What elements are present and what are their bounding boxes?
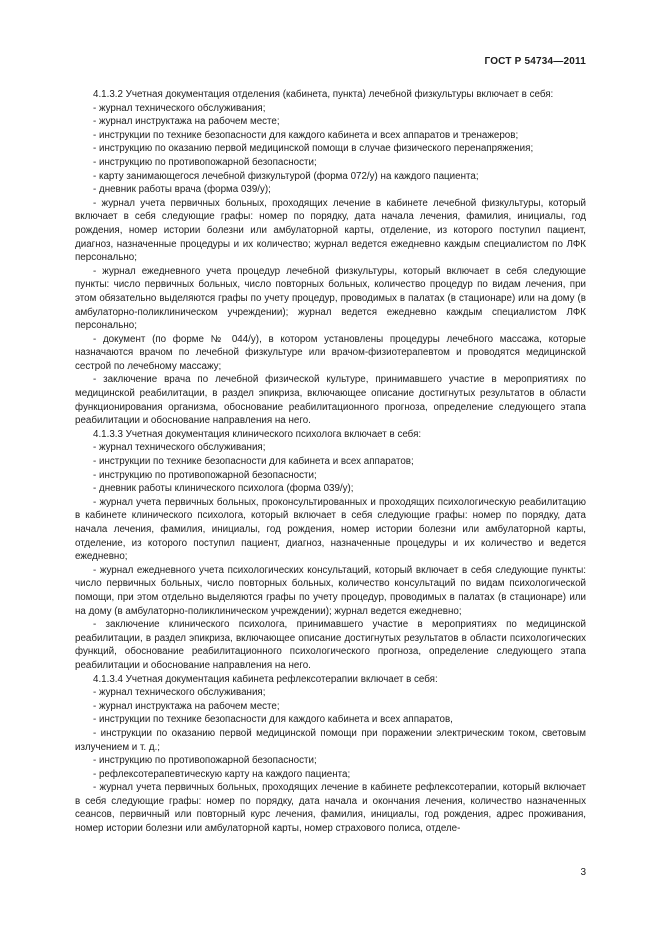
page-number: 3 [580, 867, 586, 878]
paragraph: - журнал учета первичных больных, проходящих лечение в кабинете рефлексотерапии, который включает в себя следующие графы: номер по порядку, дата начала и окончания лечения, количество назначенных сеансов, первичный или повторный курс лечения, фамилия, инициалы, год рождения, адрес проживания, номер истории болезни или амбулаторной карты, номер страхового полиса, отделе- [75, 782, 586, 835]
paragraph: - журнал инструктажа на рабочем месте; [93, 700, 280, 712]
document-header [75, 56, 586, 67]
paragraph: - инструкции по технике безопасности для каждого кабинета и всех аппаратов и тренажеров; [93, 129, 519, 141]
paragraph: - инструкцию по противопожарной безопасности; [93, 156, 317, 168]
paragraph: - заключение клинического психолога, принимавшего участие в мероприятиях по медицинской реабилитации, в раздел эпикриза, включающее описание достигнутых результатов в области психологических функций, обоснование реабилитационного психологического прогноза, определение следующего этапа реабилитации и обоснование направления на него. [75, 619, 586, 671]
paragraph: - заключение врача по лечебной физической культуре, принимавшего участие в мероприятиях по медицинской реабилитации, в раздел эпикриза, включающее описание достигнутых результатов в области функционирования организма, обоснование реабилитационного прогноза, определение следующего этапа реабилитации и обоснование направления на него. [75, 374, 586, 427]
paragraph: - инструкцию по противопожарной безопасности; [93, 755, 317, 767]
paragraph: 4.1.3.3 Учетная документация клинического психолога включает в себя: [93, 428, 422, 440]
paragraph: - журнал технического обслуживания; [93, 442, 266, 454]
paragraph: - журнал инструктажа на рабочем месте; [93, 116, 280, 128]
paragraph: - карту занимающегося лечебной физкультурой (форма 072/у) на каждого пациента; [93, 170, 479, 182]
paragraph: 4.1.3.2 Учетная документация отделения (кабинета, пункта) лечебной физкультуры включает в себя: [93, 89, 554, 100]
paragraph: 4.1.3.4 Учетная документация кабинета рефлексотерапии включает в себя: [93, 673, 438, 685]
paragraph: - инструкции по технике безопасности для кабинета и всех аппаратов; [93, 456, 414, 468]
paragraph: - документ (по форме № 044/у), в котором установлены процедуры лечебного массажа, которые назначаются врачом по лечебной физкультуре или врачом-физиотерапевтом и проводятся медицинской сестрой по лечебному массажу; [75, 333, 586, 372]
paragraph: - инструкцию по оказанию первой медицинской помощи в случае физического перенапряжения; [93, 143, 534, 155]
paragraph: - инструкции по технике безопасности для каждого кабинета и всех аппаратов, [93, 714, 453, 726]
paragraph: - журнал учета первичных больных, проконсультированных и проходящих психологическую реабилитацию в кабинете клинического психолога, который включает в себя следующие графы: номер по порядку, дата начала лечения, фамилия, инициалы, год рождения, номер истории болезни или амбулаторной карты, отделение, из которого поступил пациент, диагноз, назначенные процедуры и их количество и ведется ежедневно; [75, 496, 586, 563]
paragraph: - рефлексотерапевтическую карту на каждого пациента; [93, 768, 351, 780]
page-footer [75, 867, 586, 878]
paragraph: - инструкцию по противопожарной безопасности; [93, 469, 317, 481]
paragraph: - журнал технического обслуживания; [93, 102, 266, 114]
paragraph: - инструкции по оказанию первой медицинской помощи при поражении электрическим током, световым излучением и т. д.; [75, 727, 586, 753]
paragraph: - дневник работы врача (форма 039/у); [93, 184, 271, 196]
paragraph: - журнал учета первичных больных, проходящих лечение в кабинете лечебной физкультуры, который включает в себя следующие графы: номер по порядку, дата начала лечения, фамилия, инициалы, год рождения, номер истории болезни или амбулаторной карты, отделение, из которого поступил пациент, диагноз, назначенные процедуры и их количество; журнал ведется ежедневно каждым специалистом по ЛФК персонально; [75, 197, 586, 264]
paragraph: - журнал технического обслуживания; [93, 687, 266, 699]
standard-number: ГОСТ Р 54734—2011 [484, 56, 586, 67]
paragraph: - дневник работы клинического психолога (форма 039/у); [93, 483, 354, 495]
paragraph: - журнал ежедневного учета психологических консультаций, который включает в себя следующие пункты: число первичных больных, число повторных больных, количество консультаций по видам психологической помощи, при этом отдельно выделяются графы по учету процедур, проводимых в палатах (в стационаре) или на дому (в амбулаторно-поликлиническом учреждении); журнал ведется ежедневно; [75, 564, 586, 617]
paragraph: - журнал ежедневного учета процедур лечебной физкультуры, который включает в себя следующие пункты: число первичных больных, число повторных больных, количество процедур по видам лечения, при этом обязательно выделяются графы по учету процедур, проводимых в палатах (в стационаре) или на дому (в амбулаторно-поликлиническом учреждении); журнал ведется ежедневно каждым специалистом ЛФК персонально; [75, 265, 586, 332]
document-body [75, 88, 586, 836]
